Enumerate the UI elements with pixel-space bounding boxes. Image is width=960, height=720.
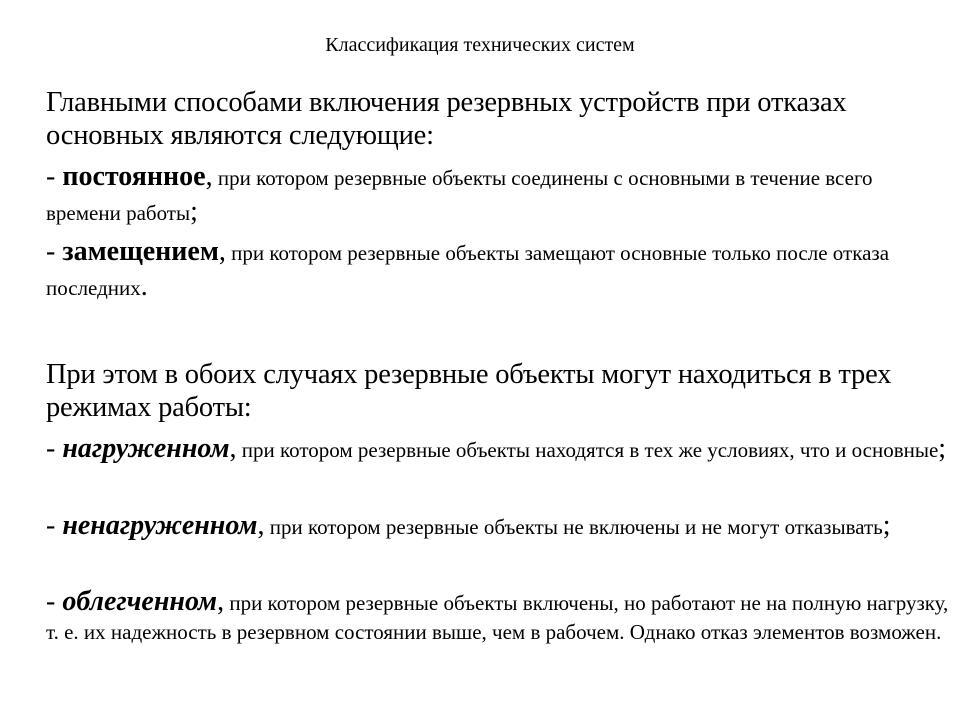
term-comma: , (229, 433, 237, 464)
slide-title: Классификация технических систем (325, 34, 635, 56)
item-description: при котором резервные объекты не включены и не могут отказывать (264, 515, 883, 539)
mode-item-loaded (46, 432, 951, 467)
item-description: при котором резервные объекты включены, но работают не на полную нагрузку, т. е. их надежность в резервном состоянии выше, чем в рабочем. Однако отказ элементов возможен. (46, 591, 949, 644)
term-permanent: постоянное (62, 161, 206, 192)
section2-lead: При этом в обоих случаях резервные объекты могут находиться в трех режимах работы: (46, 359, 892, 423)
item-description: при котором резервные объекты соединены с основными в течение всего времени работы (46, 166, 873, 225)
item-description: при котором резервные объекты замещают основные только после отказа последних (46, 241, 890, 300)
item-description: при котором резервные объекты находятся в тех же условиях, что и основные (236, 438, 939, 462)
term-comma: , (205, 161, 213, 192)
term-comma: , (257, 510, 265, 541)
term-comma: , (217, 586, 225, 617)
bullet-dash: - (46, 161, 63, 192)
item-end-punct: ; (938, 433, 947, 464)
section1-lead: Главными способами включения резервных устройств при отказах основных являются следующие: (46, 87, 847, 151)
mode-item-permanent (46, 160, 951, 230)
mode-item-unloaded (46, 509, 951, 544)
term-unloaded: ненагруженном (62, 510, 258, 541)
item-end-punct: . (140, 271, 148, 302)
term-loaded: нагруженном (62, 433, 230, 464)
mode-item-lightened (46, 588, 951, 646)
term-comma: , (218, 236, 226, 267)
mode-item-substitution (46, 235, 951, 305)
bullet-dash: - (46, 433, 63, 464)
item-end-punct: ; (882, 510, 891, 541)
bullet-dash: - (46, 510, 63, 541)
bullet-dash: - (46, 586, 63, 617)
term-lightened: облегченном (62, 586, 218, 617)
bullet-dash: - (46, 236, 63, 267)
term-substitution: замещением (62, 236, 219, 267)
item-end-punct: ; (190, 196, 198, 227)
